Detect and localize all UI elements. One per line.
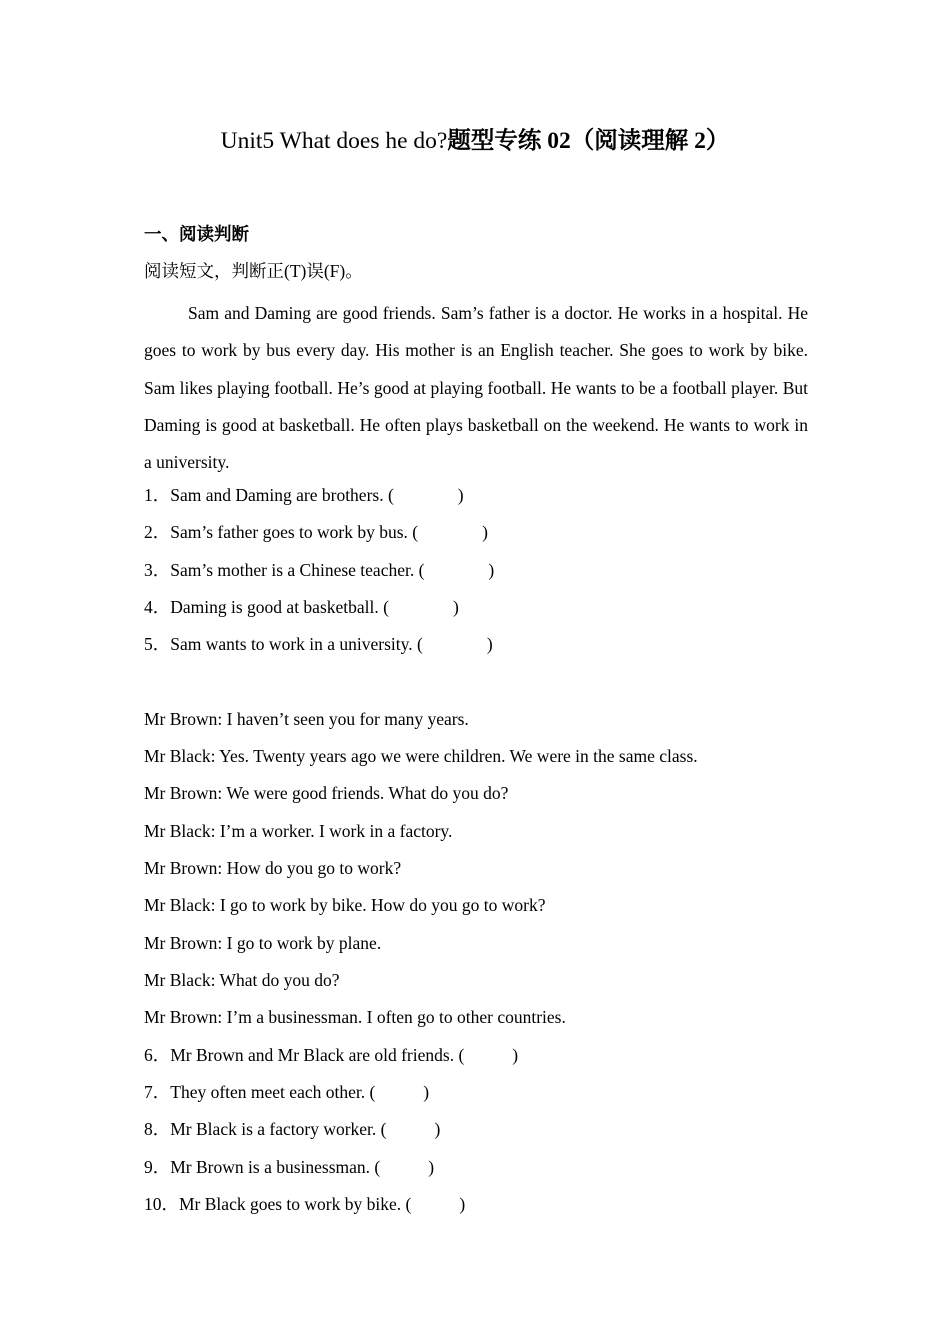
instruction-text: 阅读短文，判断正(T)误(F)。 — [144, 261, 363, 281]
question-text: Sam and Daming are brothers. ( — [170, 485, 394, 505]
question-close: ) — [482, 522, 488, 542]
question-close: ) — [459, 1194, 466, 1214]
question-text: Sam wants to work in a university. ( — [170, 634, 423, 654]
question-7 — [144, 1079, 429, 1105]
question-4 — [144, 594, 459, 620]
question-number: 7． — [144, 1082, 171, 1102]
dialogue-line: Mr Black: What do you do? — [144, 970, 340, 990]
question-6 — [144, 1042, 518, 1068]
question-number: 6． — [144, 1045, 171, 1065]
question-8 — [144, 1116, 440, 1142]
question-close: ) — [434, 1119, 441, 1139]
dialogue-line: Mr Black: I’m a worker. I work in a factory. — [144, 821, 453, 841]
question-text: Daming is good at basketball. ( — [170, 597, 389, 617]
question-close: ) — [452, 597, 459, 617]
question-number: 9． — [144, 1157, 171, 1177]
reading-passage: Sam and Daming are good friends. Sam’s father is a doctor. He works in a hospital. He goes to work by bus every day. His mother is an English teacher. She goes to work by bike. Sam likes playing football. He’s good at playing football. He wants to be a football player. But Daming is good at basketball. He often plays basketball on the weekend. He wants to work in a university. — [144, 303, 808, 473]
question-text: Mr Brown is a businessman. ( — [170, 1157, 381, 1177]
dialogue-line: Mr Black: I go to work by bike. How do you go to work? — [144, 895, 546, 915]
question-number: 4． — [144, 597, 171, 617]
dialogue-line: Mr Brown: I go to work by plane. — [144, 933, 382, 953]
question-text: Mr Black is a factory worker. ( — [170, 1119, 387, 1139]
question-10 — [144, 1191, 465, 1217]
page-title — [0, 124, 950, 158]
question-number: 3． — [144, 560, 171, 580]
question-text: Sam’s mother is a Chinese teacher. ( — [170, 560, 425, 580]
question-9 — [144, 1154, 434, 1180]
dialogue-line: Mr Brown: I haven’t seen you for many years. — [144, 709, 469, 729]
question-number: 2． — [144, 522, 171, 542]
question-number: 5． — [144, 634, 171, 654]
question-close: ) — [486, 634, 493, 654]
question-close: ) — [423, 1082, 430, 1102]
question-text: Mr Brown and Mr Black are old friends. ( — [170, 1045, 465, 1065]
question-number: 8． — [144, 1119, 171, 1139]
dialogue-line: Mr Brown: I’m a businessman. I often go to other countries. — [144, 1007, 566, 1027]
title-chinese: 题型专练 02（阅读理解 2） — [447, 128, 730, 154]
question-5 — [144, 631, 493, 657]
dialogue-line: Mr Brown: How do you go to work? — [144, 858, 402, 878]
question-number: 10． — [144, 1194, 179, 1214]
dialogue-line: Mr Black: Yes. Twenty years ago we were children. We were in the same class. — [144, 746, 698, 766]
question-number: 1． — [144, 485, 171, 505]
question-close: ) — [488, 560, 495, 580]
question-close: ) — [457, 485, 464, 505]
section-heading: 一、阅读判断 — [144, 224, 249, 244]
dialogue-line: Mr Brown: We were good friends. What do you do? — [144, 783, 509, 803]
question-text: They often meet each other. ( — [170, 1082, 376, 1102]
question-2 — [144, 519, 488, 545]
question-text: Mr Black goes to work by bike. ( — [179, 1194, 412, 1214]
question-1 — [144, 482, 464, 508]
question-close: ) — [512, 1045, 519, 1065]
question-3 — [144, 557, 494, 583]
question-close: ) — [428, 1157, 435, 1177]
question-text: Sam’s father goes to work by bus. ( — [170, 522, 419, 542]
title-english: Unit5 What does he do? — [220, 128, 448, 154]
